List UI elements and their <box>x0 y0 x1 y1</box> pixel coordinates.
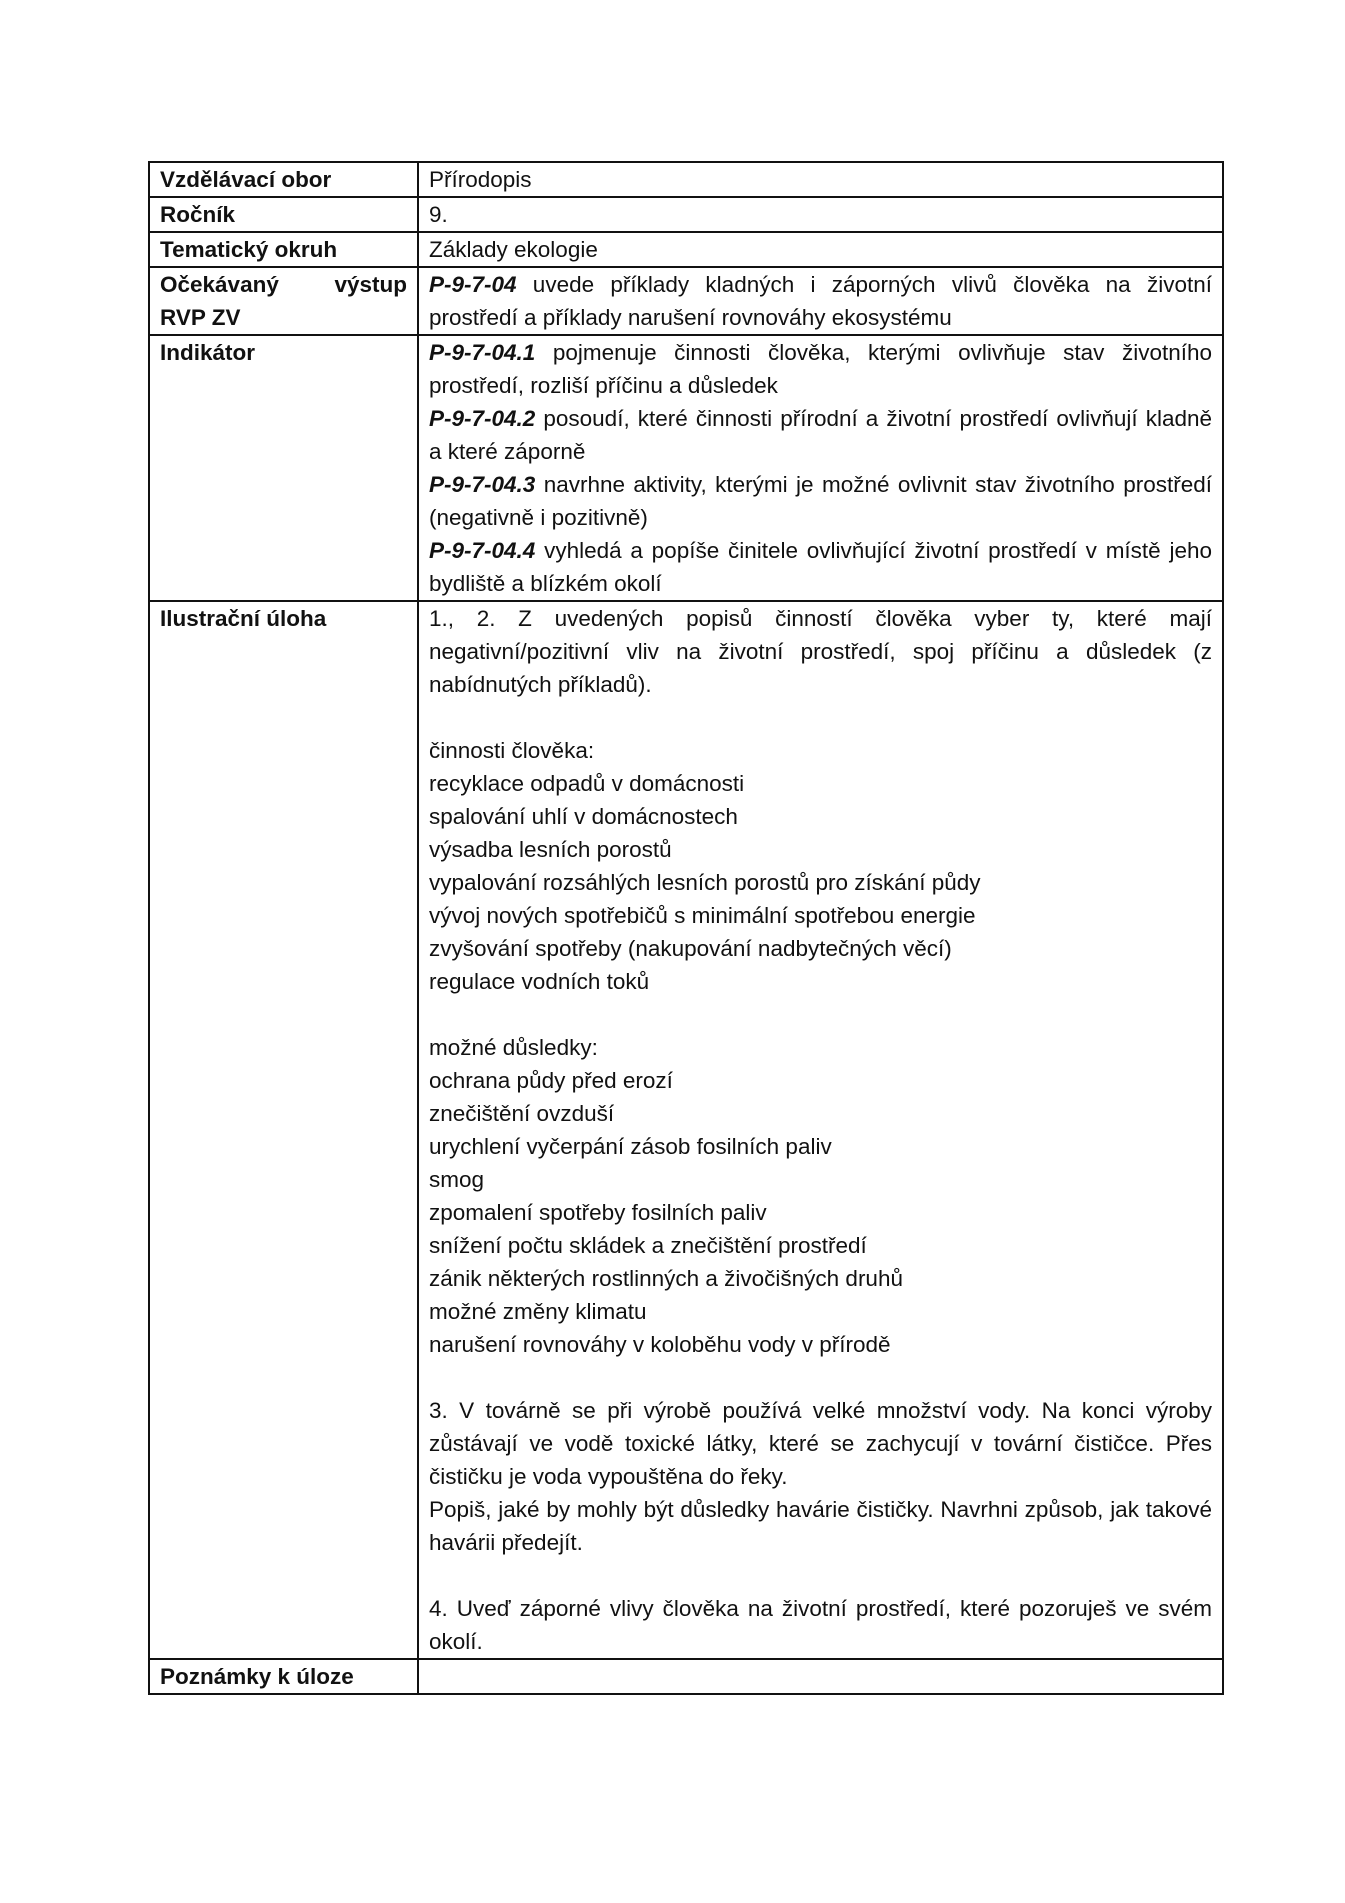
curriculum-table <box>148 161 1224 1695</box>
indikator-text: navrhne aktivity, kterými je možné ovlivnit stav životního prostředí (negativně i pozitivně) <box>429 472 1212 530</box>
indikator-code: P-9-7-04.3 <box>429 472 536 497</box>
vystup-text: uvede příklady kladných i záporných vlivů člověka na životní prostředí a příklady narušení rovnováhy ekosystému <box>429 272 1212 330</box>
indikator-code: P-9-7-04.1 <box>429 340 536 365</box>
dusledky-heading: možné důsledky: <box>429 1035 598 1060</box>
cinnosti-heading: činnosti člověka: <box>429 738 595 763</box>
cinnost-item: regulace vodních toků <box>429 969 650 994</box>
dusledek-item: smog <box>429 1167 485 1192</box>
dusledek-item: znečištění ovzduší <box>429 1101 615 1126</box>
task-3b: Popiš, jaké by mohly být důsledky havárie čističky. Navrhni způsob, jak takové havárii předejít. <box>429 1497 1212 1555</box>
dusledek-item: snížení počtu skládek a znečištění prostředí <box>429 1233 867 1258</box>
value-vystup <box>418 267 1223 335</box>
row-obor <box>149 162 1223 197</box>
value-uloha <box>418 601 1223 1659</box>
task-4: 4. Uveď záporné vlivy člověka na životní prostředí, které pozoruješ ve svém okolí. <box>429 1596 1212 1654</box>
spacer <box>429 1559 1212 1592</box>
indikator-code: P-9-7-04.2 <box>429 406 536 431</box>
dusledek-item: urychlení vyčerpání zásob fosilních paliv <box>429 1134 832 1159</box>
indikator-text: pojmenuje činnosti člověka, kterými ovlivňuje stav životního prostředí, rozliší příčinu a důsledek <box>429 340 1212 398</box>
label-rocnik: Ročník <box>149 197 418 232</box>
task-3: 3. V továrně se při výrobě používá velké množství vody. Na konci výroby zůstávají ve vodě toxické látky, které se zachycují v tovární čističce. Přes čističku je voda vypouštěna do řeky. <box>429 1398 1212 1489</box>
label-okruh: Tematický okruh <box>149 232 418 267</box>
spacer <box>429 1361 1212 1394</box>
row-vystup <box>149 267 1223 335</box>
label-vystup <box>149 267 418 335</box>
row-uloha <box>149 601 1223 1659</box>
indikator-code: P-9-7-04.4 <box>429 538 536 563</box>
label-vystup-word1: Očekávaný <box>160 272 279 297</box>
indikator-item <box>429 468 1212 534</box>
label-obor: Vzdělávací obor <box>149 162 418 197</box>
dusledek-item: zpomalení spotřeby fosilních paliv <box>429 1200 767 1225</box>
dusledek-item: zánik některých rostlinných a živočišných druhů <box>429 1266 903 1291</box>
value-poznamky <box>418 1659 1223 1694</box>
dusledek-item: ochrana půdy před erozí <box>429 1068 673 1093</box>
label-vystup-line2: RVP ZV <box>160 305 241 330</box>
cinnost-item: spalování uhlí v domácnostech <box>429 804 738 829</box>
cinnost-item: zvyšování spotřeby (nakupování nadbytečných věcí) <box>429 936 952 961</box>
cinnost-item: recyklace odpadů v domácnosti <box>429 771 745 796</box>
row-indikator <box>149 335 1223 601</box>
indikator-item <box>429 402 1212 468</box>
indikator-item <box>429 534 1212 600</box>
label-indikator: Indikátor <box>149 335 418 601</box>
row-poznamky <box>149 1659 1223 1694</box>
label-vystup-line1 <box>160 268 407 301</box>
spacer <box>429 701 1212 734</box>
dusledek-item: možné změny klimatu <box>429 1299 647 1324</box>
label-vystup-word2: výstup <box>334 272 407 297</box>
cinnost-item: výsadba lesních porostů <box>429 837 672 862</box>
spacer <box>429 998 1212 1031</box>
document-page <box>148 161 1224 1695</box>
value-rocnik: 9. <box>418 197 1223 232</box>
value-indikator <box>418 335 1223 601</box>
label-uloha: Ilustrační úloha <box>149 601 418 1659</box>
label-poznamky: Poznámky k úloze <box>149 1659 418 1694</box>
dusledek-item: narušení rovnováhy v koloběhu vody v přírodě <box>429 1332 891 1357</box>
value-obor: Přírodopis <box>418 162 1223 197</box>
indikator-item <box>429 336 1212 402</box>
cinnost-item: vývoj nových spotřebičů s minimální spotřebou energie <box>429 903 976 928</box>
cinnost-item: vypalování rozsáhlých lesních porostů pro získání půdy <box>429 870 981 895</box>
row-okruh <box>149 232 1223 267</box>
indikator-text: posoudí, které činnosti přírodní a životní prostředí ovlivňují kladně a které záporně <box>429 406 1212 464</box>
vystup-code: P-9-7-04 <box>429 272 517 297</box>
indikator-text: vyhledá a popíše činitele ovlivňující životní prostředí v místě jeho bydliště a blízkém okolí <box>429 538 1212 596</box>
uloha-intro: 1., 2. Z uvedených popisů činností člověka vyber ty, které mají negativní/pozitivní vliv na životní prostředí, spoj příčinu a důsledek (z nabídnutých příkladů). <box>429 606 1212 697</box>
value-okruh: Základy ekologie <box>418 232 1223 267</box>
row-rocnik <box>149 197 1223 232</box>
